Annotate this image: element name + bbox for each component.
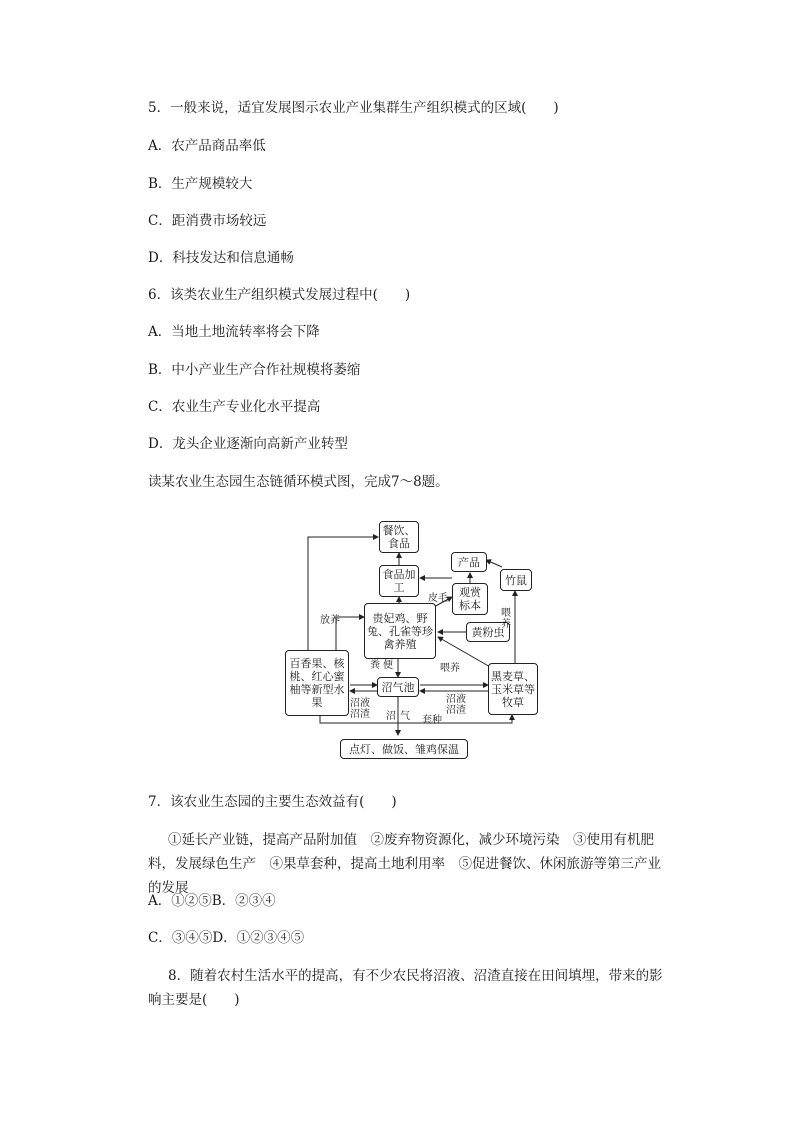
label-slurry-left: 沼液 沼渣 <box>350 698 370 720</box>
q7-options-cd: C．③④⑤D．①②③④⑤ <box>148 930 305 946</box>
eco-cycle-diagram <box>280 515 550 765</box>
node-bamboo-rat: 竹鼠 <box>500 569 532 591</box>
q5-stem: 5．一般来说，适宜发展图示农业产业集群生产组织模式的区域( ) <box>148 100 559 116</box>
label-manure: 粪便 <box>370 660 396 671</box>
label-fur: 皮毛 <box>428 593 448 604</box>
node-fruits: 百香果、核桃、红心蜜柚等新型水果 <box>285 650 349 716</box>
q8-stem: 8．随着农村生活水平的提高，有不少农民将沼液、沼渣直接在田间填埋，带来的影响主要是( ) <box>148 968 663 1008</box>
arrow-intercrop <box>320 715 512 723</box>
q5-option-d: D．科技发达和信息通畅 <box>148 250 294 266</box>
label-slurry-right: 沼液 沼渣 <box>446 694 466 716</box>
arrow-fruits-to-poultry <box>336 617 364 650</box>
node-product: 产品 <box>451 552 487 572</box>
node-grass: 黑麦草、玉米草等牧草 <box>488 663 538 715</box>
node-mealworm: 黄粉虫 <box>466 622 510 642</box>
q6-option-c: C．农业生产专业化水平提高 <box>148 399 321 415</box>
label-biogas-gas: 沼气 <box>386 711 414 722</box>
node-biogas: 沼气池 <box>377 677 419 697</box>
node-lighting: 点灯、做饭、雏鸡保温 <box>340 739 468 759</box>
q6-option-d: D．龙头企业逐渐向高新产业转型 <box>148 436 348 452</box>
node-catering: 餐饮、食品 <box>379 521 419 553</box>
q5-option-a: A．农产品商品率低 <box>148 138 266 154</box>
label-feed-bamboo: 喂养 <box>501 608 513 630</box>
label-free-range: 放养 <box>320 615 340 626</box>
node-ornamental: 观赏标本 <box>452 583 488 615</box>
diagram-intro: 读某农业生态园生态链循环模式图，完成7～8题。 <box>148 474 449 490</box>
arrow-bamboo-to-product <box>486 560 502 567</box>
q7-options-ab: A．①②⑤B．②③④ <box>148 893 276 909</box>
q5-option-b: B．生产规模较大 <box>148 176 253 192</box>
node-food-processing: 食品加工 <box>379 565 419 597</box>
q6-stem: 6．该类农业生产组织模式发展过程中( ) <box>148 287 411 303</box>
q7-stem: 7．该农业生态园的主要生态效益有( ) <box>148 794 397 810</box>
label-intercrop: 套种 <box>422 715 442 726</box>
q6-option-a: A．当地土地流转率将会下降 <box>148 324 320 340</box>
q7-body: ①延长产业链，提高产品附加值 ②废弃物资源化，减少环境污染 ③使用有机肥料，发展绿色生产 ④果草套种，提高土地利用率 ⑤促进餐饮、休闲旅游等第三产业的发展 <box>148 832 661 896</box>
q5-option-c: C．距消费市场较远 <box>148 213 267 229</box>
q6-option-b: B．中小产业生产合作社规模将萎缩 <box>148 362 361 378</box>
node-poultry: 贵妃鸡、野兔、孔雀等珍禽养殖 <box>364 603 436 659</box>
label-feed-poultry: 喂养 <box>440 663 460 674</box>
